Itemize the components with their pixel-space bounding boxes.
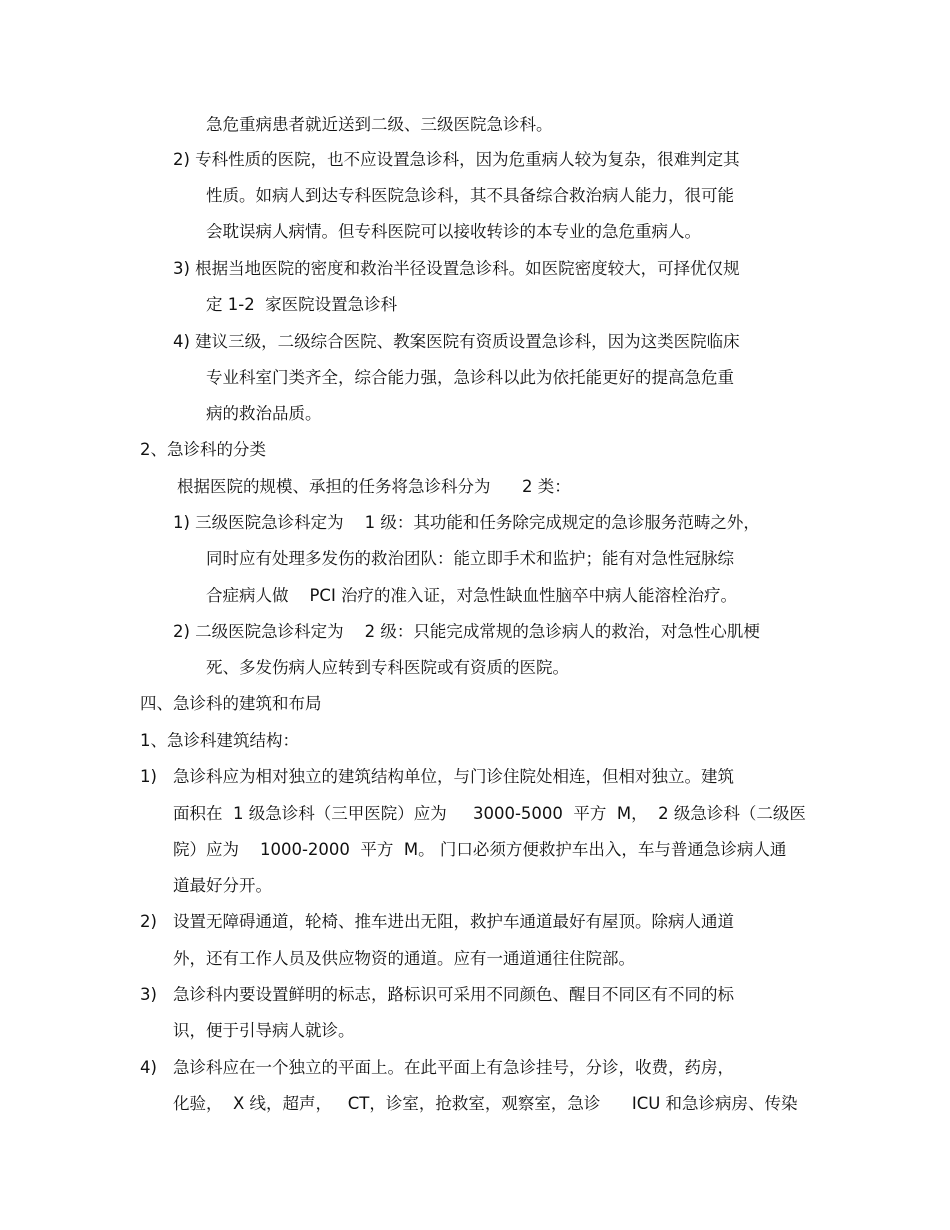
section-heading: 2、急诊科的分类	[140, 440, 266, 459]
list-marker: 2)	[140, 912, 157, 931]
list-item: 3) 根据当地医院的密度和救治半径设置急诊科。如医院密度较大，可择优仅规	[173, 259, 740, 278]
list-item: 1) 三级医院急诊科定为 1 级：其功能和任务除完成规定的急诊服务范畴之外，	[173, 513, 760, 532]
text-line: 根据医院的规模、承担的任务将急诊科分为 2 类：	[177, 477, 571, 496]
text-line: 同时应有处理多发伤的救治团队：能立即手术和监护；能有对急性冠脉综	[206, 549, 734, 568]
section-heading: 四、急诊科的建筑和布局	[140, 694, 322, 713]
text-line: 院）应为 1000-2000 平方 M。 门口必须方便救护车出入，车与普通急诊病人通	[173, 840, 787, 859]
list-item: 2) 专科性质的医院，也不应设置急诊科，因为危重病人较为复杂，很难判定其	[173, 150, 740, 169]
text-line: 病的救治品质。	[206, 404, 322, 423]
text-line: 化验， X 线，超声， CT，诊室，抢救室，观察室，急诊 ICU 和急诊病房、传染	[173, 1094, 798, 1113]
text-line: 急诊科应在一个独立的平面上。在此平面上有急诊挂号，分诊，收费，药房，	[173, 1058, 734, 1077]
list-marker: 3)	[140, 985, 157, 1004]
text-line: 定 1-2 家医院设置急诊科	[206, 295, 398, 314]
text-line: 道最好分开。	[173, 876, 272, 895]
text-line: 专业科室门类齐全，综合能力强，急诊科以此为依托能更好的提高急危重	[206, 368, 734, 387]
list-item: 4) 建议三级，二级综合医院、教案医院有资质设置急诊科，因为这类医院临床	[173, 332, 740, 351]
section-heading: 1、急诊科建筑结构：	[140, 731, 299, 750]
text-line: 死、多发伤病人应转到专科医院或有资质的医院。	[206, 658, 569, 677]
text-line: 外，还有工作人员及供应物资的通道。应有一通道通往住院部。	[173, 949, 635, 968]
text-line: 识，便于引导病人就诊。	[173, 1021, 355, 1040]
text-line: 急诊科应为相对独立的建筑结构单位，与门诊住院处相连，但相对独立。建筑	[173, 767, 734, 786]
text-line: 急诊科内要设置鲜明的标志，路标识可采用不同颜色、醒目不同区有不同的标	[173, 985, 734, 1004]
list-item: 2) 二级医院急诊科定为 2 级：只能完成常规的急诊病人的救治，对急性心肌梗	[173, 622, 760, 641]
text-line: 合症病人做 PCI 治疗的准入证，对急性缺血性脑卒中病人能溶栓治疗。	[206, 586, 738, 605]
text-line: 性质。如病人到达专科医院急诊科，其不具备综合救治病人能力，很可能	[206, 186, 734, 205]
text-line: 会耽误病人病情。但专科医院可以接收转诊的本专业的急危重病人。	[206, 222, 701, 241]
list-marker: 1)	[140, 767, 157, 786]
text-line: 设置无障碍通道，轮椅、推车进出无阻，救护车通道最好有屋顶。除病人通道	[173, 912, 734, 931]
text-line: 急危重病患者就近送到二级、三级医院急诊科。	[206, 115, 553, 134]
text-line: 面积在 1 级急诊科（三甲医院）应为 3000-5000 平方 M， 2 级急诊科（二级医	[173, 804, 806, 823]
list-marker: 4)	[140, 1058, 157, 1077]
